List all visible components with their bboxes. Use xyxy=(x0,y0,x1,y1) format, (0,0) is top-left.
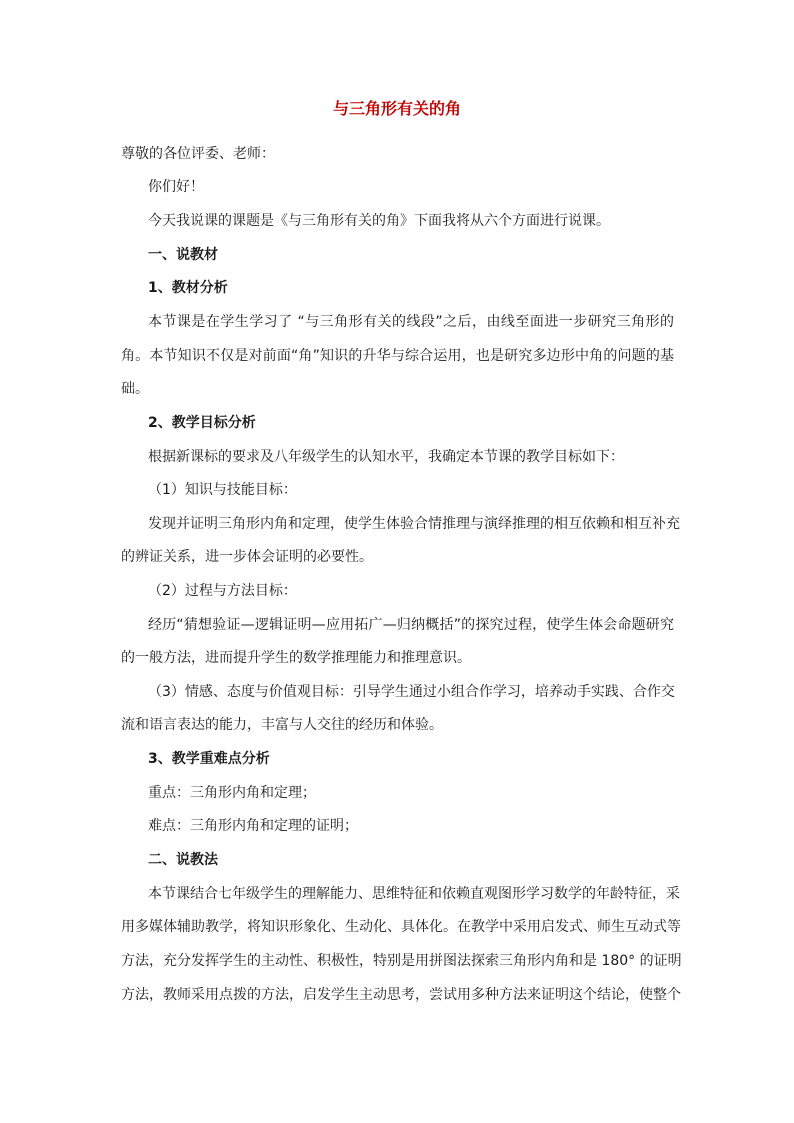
section-heading-textbook: 一、说教材 xyxy=(148,247,218,263)
paragraph-line: （3）情感、态度与价值观目标：引导学生通过小组合作学习，培养动手实践、合作交 xyxy=(148,684,675,700)
paragraph-line: 础。 xyxy=(121,381,149,397)
paragraph-line: 的一般方法，进而提升学生的数学推理能力和推理意识。 xyxy=(121,650,471,666)
paragraph-line: 本节课是在学生学习了 “与三角形有关的线段”之后，由线至面进一步研究三角形的 xyxy=(148,314,674,330)
subheading-key-difficult: 3、教学重难点分析 xyxy=(148,751,270,767)
paragraph-line: 发现并证明三角形内角和定理，使学生体验合情推理与演绎推理的相互依赖和相互补充 xyxy=(148,516,680,532)
difficult-point-line: 难点：三角形内角和定理的证明； xyxy=(148,818,358,834)
greeting-line: 尊敬的各位评委、老师： xyxy=(121,146,275,162)
document-title: 与三角形有关的角 xyxy=(332,99,461,118)
section-heading-teaching-method: 二、说教法 xyxy=(148,852,218,868)
paragraph-line: 方法，教师采用点拨的方法，启发学生主动思考，尝试用多种方法来证明这个结论，使整个 xyxy=(121,987,681,1003)
paragraph-line: 流和语言表达的能力，丰富与人交往的经历和体验。 xyxy=(121,717,443,733)
paragraph-line: 用多媒体辅助教学，将知识形象化、生动化、具体化。在教学中采用启发式、师生互动式等 xyxy=(121,919,681,935)
paragraph-line: 方法，充分发挥学生的主动性、积极性，特别是用拼图法探索三角形内角和是 180° 的证明 xyxy=(121,953,682,969)
intro-paragraph: 今天我说课的课题是《与三角形有关的角》下面我将从六个方面进行说课。 xyxy=(148,213,610,229)
goal-process-label: （2）过程与方法目标： xyxy=(148,583,297,599)
paragraph-line: 经历“猜想验证—逻辑证明—应用拓广—归纳概括”的探究过程，使学生体会命题研究 xyxy=(148,617,674,633)
hello-line: 你们好！ xyxy=(148,179,204,195)
key-point-line: 重点：三角形内角和定理； xyxy=(148,785,316,801)
paragraph-line: 角。本节知识不仅是对前面“角”知识的升华与综合运用，也是研究多边形中角的问题的基 xyxy=(121,348,674,364)
subheading-textbook-analysis: 1、教材分析 xyxy=(148,280,228,296)
goals-intro-line: 根据新课标的要求及八年级学生的认知水平，我确定本节课的教学目标如下： xyxy=(148,449,624,465)
goal-knowledge-label: （1）知识与技能目标： xyxy=(148,482,297,498)
paragraph-line: 本节课结合七年级学生的理解能力、思维特征和依赖直观图形学习数学的年龄特征，采 xyxy=(148,886,680,902)
subheading-teaching-goals: 2、教学目标分析 xyxy=(148,415,256,431)
paragraph-line: 的辨证关系，进一步体会证明的必要性。 xyxy=(121,549,373,565)
